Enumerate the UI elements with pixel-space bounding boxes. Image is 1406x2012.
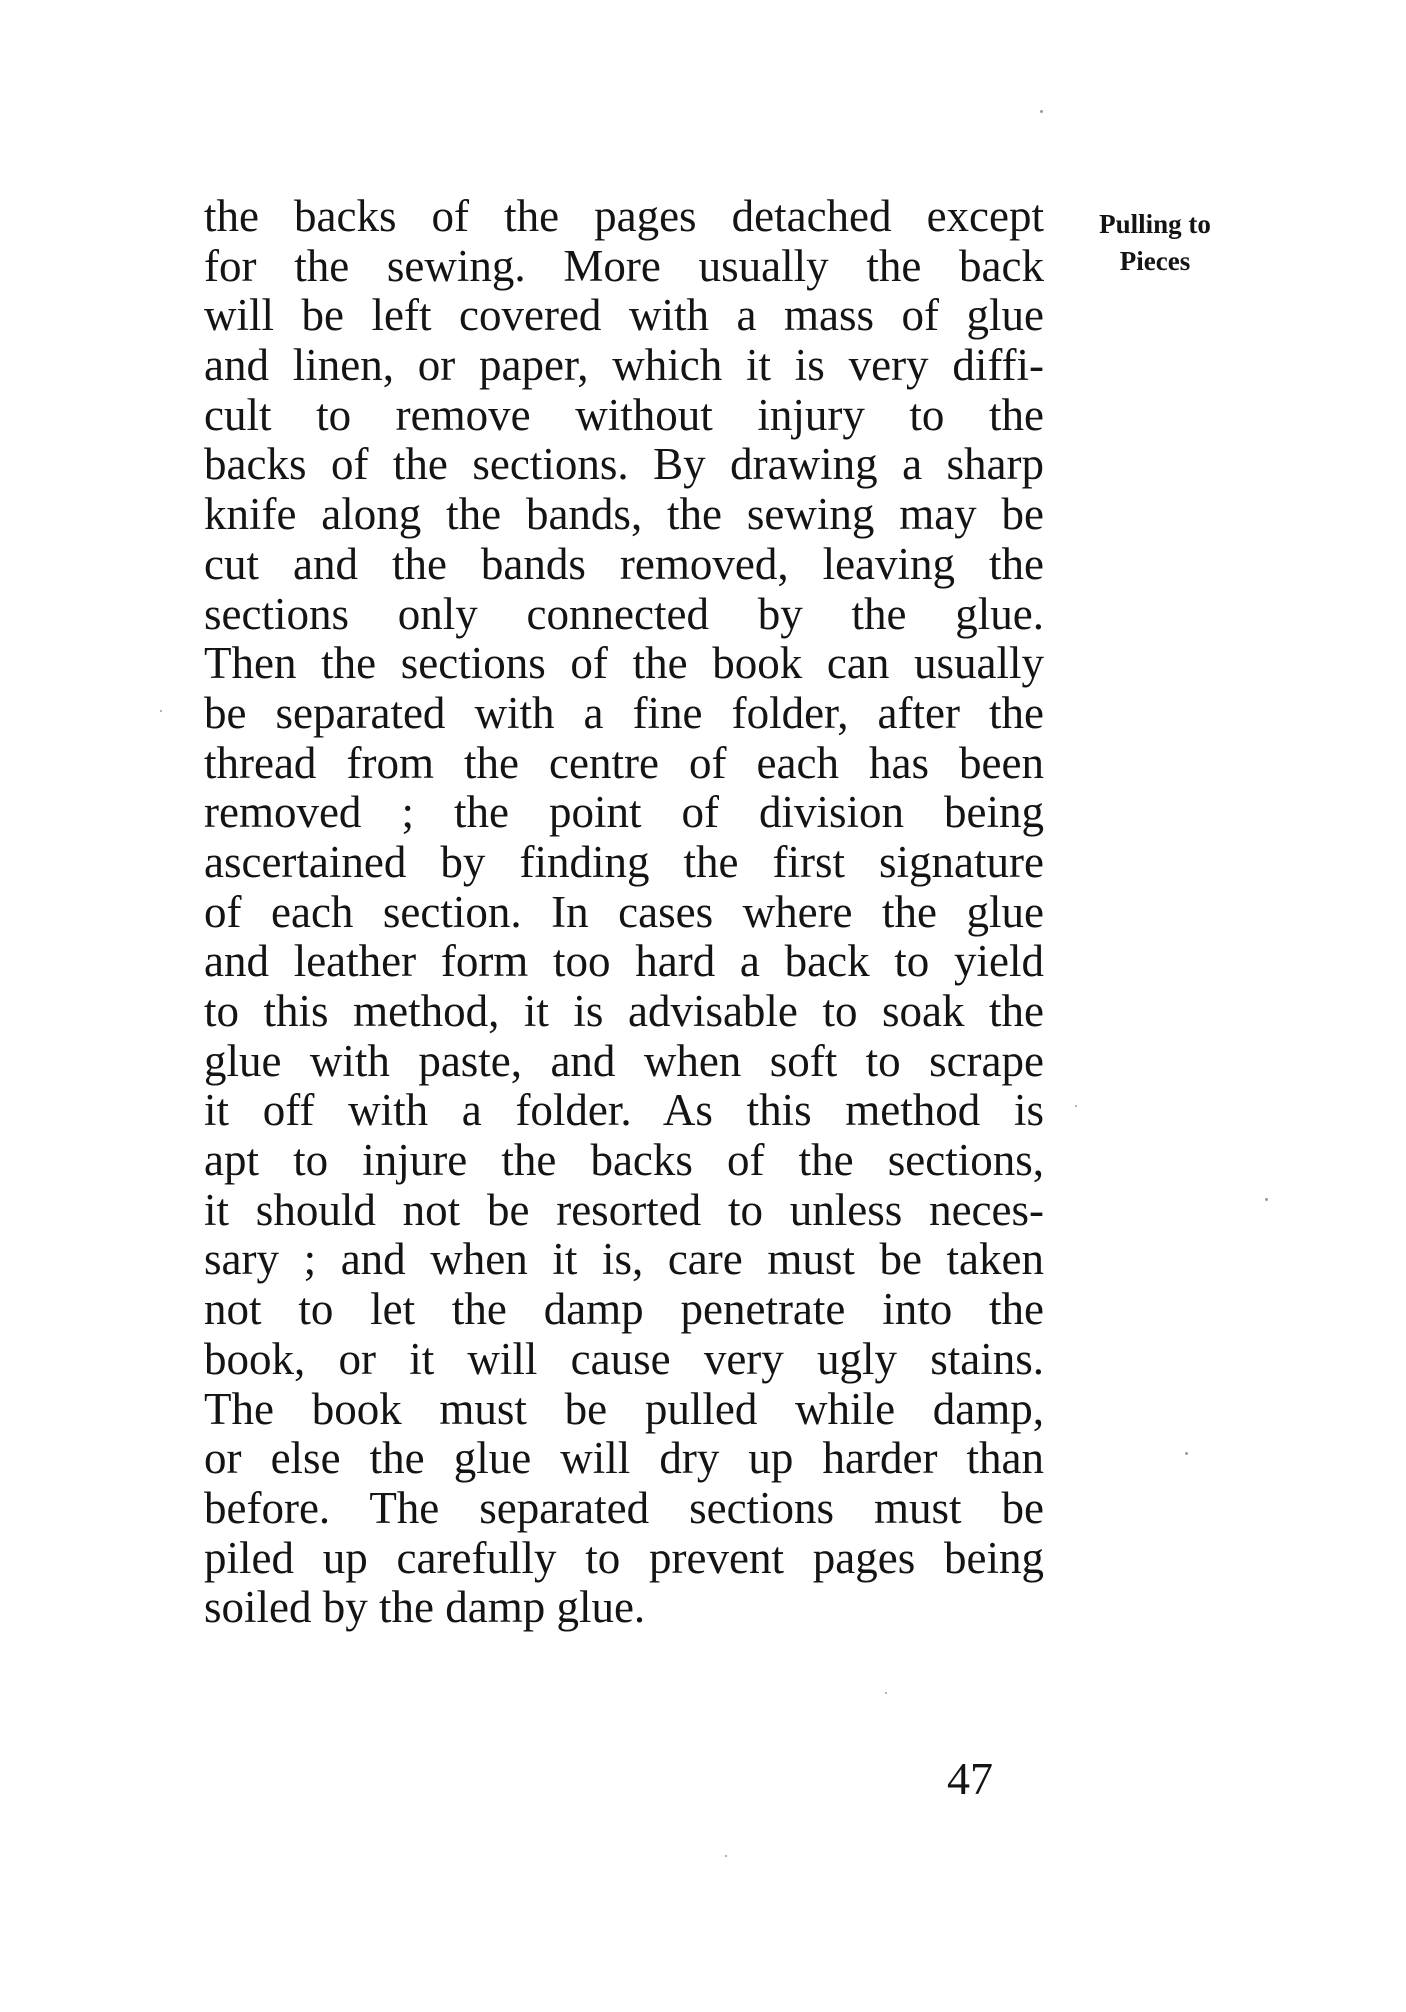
body-text-line: glue with paste, and when soft to scrape bbox=[204, 1035, 1044, 1086]
body-text-line: The book must be pulled while damp, bbox=[204, 1383, 1044, 1434]
page-number: 47 bbox=[947, 1753, 993, 1804]
body-text-line: the backs of the pages detached except bbox=[204, 191, 1044, 241]
body-text-line: soiled by the damp glue. bbox=[204, 1582, 646, 1633]
body-text-line: Then the sections of the book can usually bbox=[204, 638, 1044, 689]
body-text-line: will be left covered with a mass of glue bbox=[204, 290, 1044, 341]
marginal-note bbox=[1075, 206, 1235, 280]
body-text-line: it should not be resorted to unless neces- bbox=[204, 1184, 1044, 1235]
scan-speck bbox=[160, 710, 162, 712]
body-text-line: not to let the damp penetrate into the bbox=[204, 1284, 1044, 1335]
body-text-line: piled up carefully to prevent pages being bbox=[204, 1532, 1044, 1583]
body-text-line: apt to injure the backs of the sections, bbox=[204, 1135, 1044, 1186]
marginal-note-line: Pulling to bbox=[1099, 209, 1211, 239]
body-text-line: be separated with a fine folder, after the bbox=[204, 687, 1044, 738]
scan-speck bbox=[1185, 1452, 1188, 1455]
body-text-line: it off with a folder. As this method is bbox=[204, 1085, 1044, 1136]
body-text-line: book, or it will cause very ugly stains. bbox=[204, 1333, 1044, 1384]
body-text-line: cut and the bands removed, leaving the bbox=[204, 538, 1044, 589]
marginal-note-line: Pieces bbox=[1119, 246, 1191, 276]
body-text-line: removed ; the point of division being bbox=[204, 787, 1044, 838]
body-text-line: or else the glue will dry up harder than bbox=[204, 1433, 1044, 1484]
body-text-line: sections only connected by the glue. bbox=[204, 588, 1044, 639]
body-text-line: before. The separated sections must be bbox=[204, 1482, 1044, 1533]
body-text-line: of each section. In cases where the glue bbox=[204, 886, 1044, 937]
scan-speck bbox=[1040, 110, 1043, 113]
body-text-line: sary ; and when it is, care must be taken bbox=[204, 1234, 1044, 1285]
body-text-line: and leather form too hard a back to yield bbox=[204, 936, 1044, 987]
scan-speck bbox=[885, 1692, 887, 1694]
body-text-line: and linen, or paper, which it is very diffi- bbox=[204, 340, 1044, 391]
scan-speck bbox=[1075, 1105, 1077, 1107]
body-text-column bbox=[204, 192, 1044, 1633]
body-text-line: ascertained by finding the first signature bbox=[204, 836, 1044, 887]
scan-speck bbox=[1265, 1198, 1268, 1201]
scan-speck bbox=[725, 1855, 727, 1857]
body-text-line: cult to remove without injury to the bbox=[204, 389, 1044, 440]
body-text-line: backs of the sections. By drawing a sharp bbox=[204, 439, 1044, 490]
body-text-line: thread from the centre of each has been bbox=[204, 737, 1044, 788]
body-text-line: for the sewing. More usually the back bbox=[204, 240, 1044, 291]
body-text-line: knife along the bands, the sewing may be bbox=[204, 489, 1044, 540]
body-text-line: to this method, it is advisable to soak the bbox=[204, 986, 1044, 1036]
